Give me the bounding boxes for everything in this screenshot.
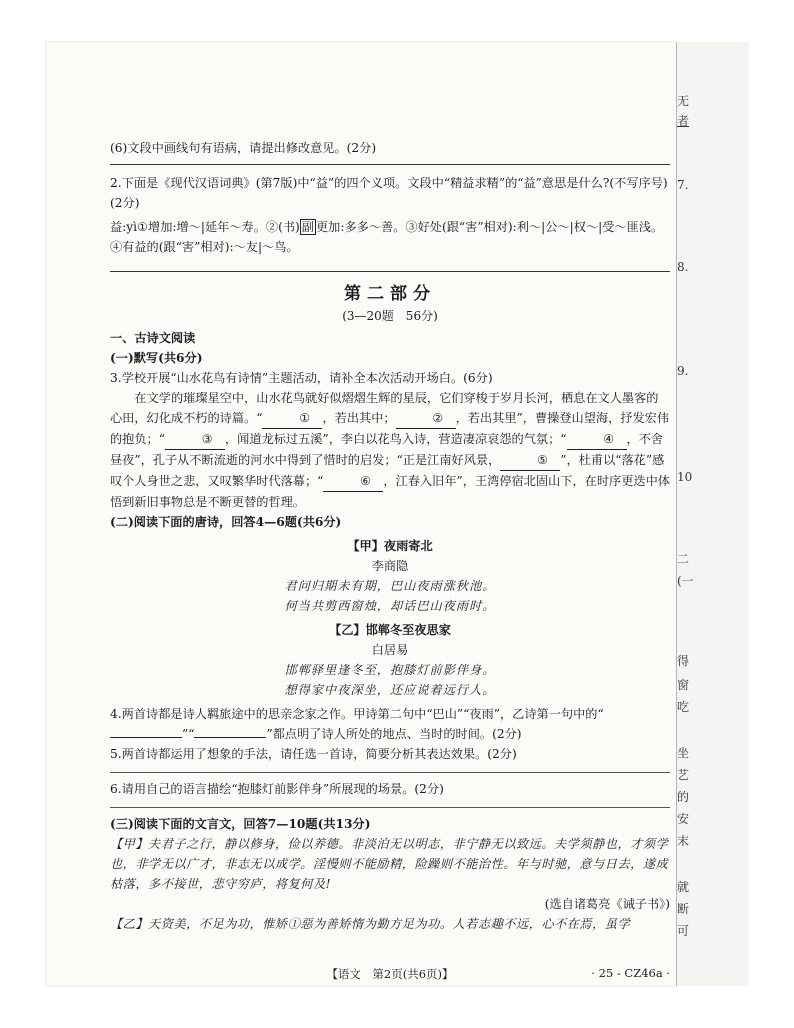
- edge-fragment: 得: [677, 654, 690, 668]
- passage-text: ，若出其里”，曹操登山望海，抒发宏伟的抱负；“: [110, 411, 670, 446]
- question-text: ”都点明了诗人所处的地点、当时的时间。(2分): [266, 727, 522, 741]
- passage-b: 【乙】天资美，不足为功，惟矫①惡为善矫惰为勤方足为功。人若志趣不远，心不在焉，虽学: [110, 917, 631, 931]
- part-two-range: (3—20题 56分): [342, 309, 438, 323]
- definition-part-a: 益:yì①增加:增～|延年～寿。②(书): [110, 220, 300, 234]
- question-5: 5.两首诗都运用了想象的手法，请任选一首诗，简要分析其表达效果。(2分): [110, 747, 517, 761]
- blank-4a[interactable]: [110, 737, 182, 738]
- subsection-heading: (二)阅读下面的唐诗，回答4—6题(共6分): [110, 515, 342, 529]
- question-3-passage: [110, 388, 670, 512]
- blank-4b[interactable]: [194, 737, 266, 738]
- poem-a-author: 李商隐: [371, 559, 409, 573]
- question-text: ”“: [182, 727, 195, 741]
- blank-4[interactable]: ④: [567, 429, 627, 450]
- poem-b-line: 邯郸驿里逢冬至，抱膝灯前影伴身。: [284, 663, 496, 677]
- edge-fragment: (一: [677, 574, 694, 588]
- answer-line: [110, 164, 670, 165]
- edge-fragment: 坐: [677, 746, 690, 760]
- question-4: [110, 704, 670, 744]
- poem-a-line: 何当共剪西窗烛，却话巴山夜雨时。: [284, 599, 496, 613]
- poem-b-author: 白居易: [371, 643, 409, 657]
- blank-2[interactable]: ②: [396, 408, 456, 429]
- subsection-heading: (一)默写(共6分): [110, 351, 203, 365]
- edge-fragment: 就: [677, 880, 690, 894]
- edge-fragment: 10: [677, 470, 693, 484]
- poem-b-line: 想得家中夜深坐，还应说着远行人。: [284, 683, 496, 697]
- subsection-heading: (三)阅读下面的文言文，回答7—10题(共13分): [110, 817, 371, 831]
- question-3-stem: 3.学校开展“山水花鸟有诗情”主题活动，请补全本次活动开场白。(6分): [110, 371, 493, 385]
- passage-a-source: (选自诸葛亮《诫子书》): [544, 897, 670, 911]
- question-2-stem: 2.下面是《现代汉语词典》(第7版)中“益”的四个义项。文段中“精益求精”的“益”意思是什么?(不写序号)(2分): [110, 176, 668, 210]
- edge-fragment: 安: [677, 812, 690, 826]
- footer-code: · 25 - CZ46a ·: [591, 966, 670, 980]
- edge-fragment: 9.: [677, 364, 689, 378]
- question-text: 4.两首诗都是诗人羁旅途中的思亲念家之作。甲诗第二句中“巴山”“夜雨”，乙诗第一句中的“: [110, 707, 604, 721]
- part-two-title: 第二部分: [344, 284, 436, 304]
- passage-text: ，江春入旧年”，王湾停宿北固山下，在时序更迭中体悟到新旧事物总是不断更替的哲理。: [110, 474, 670, 509]
- poem-b-title: 【乙】邯郸冬至夜思家: [329, 623, 451, 637]
- passage-text: ，闻道龙标过五溪”，李白以花鸟入诗，营造凄凉哀怨的气氛；“: [224, 432, 567, 446]
- answer-line: [110, 271, 670, 272]
- question-1-6: (6)文段中画线句有语病，请提出修改意见。(2分): [110, 141, 377, 155]
- edge-fragment: 吃: [677, 700, 690, 714]
- edge-fragment: 二: [677, 552, 690, 566]
- answer-line: [110, 772, 670, 773]
- poem-a-title: 【甲】夜雨寄北: [347, 539, 433, 553]
- boxed-char: 副: [301, 220, 314, 234]
- passage-text: ”，杜甫以“落花”感叹个人身世之悲，又叹繁华时代落幕；“: [110, 453, 665, 488]
- definition-part-b: 更加:多多～善。③好处(跟“害”相对):利～|公～|权～|受～匪浅。④有益的(跟“害”相对):～友|～鸟。: [110, 220, 664, 254]
- blank-1[interactable]: ①: [262, 408, 322, 429]
- edge-fragment: 7.: [677, 178, 689, 192]
- section-heading: 一、古诗文阅读: [110, 331, 196, 345]
- edge-fragment: 窗: [677, 678, 690, 692]
- blank-5[interactable]: ⑤: [500, 450, 560, 471]
- edge-fragment: 断: [677, 902, 690, 916]
- footer-page-number: 【语文 第2页(共6页)】: [326, 967, 454, 981]
- question-2-definitions: [110, 217, 670, 257]
- edge-fragment: 无: [677, 94, 690, 108]
- edge-fragment: 的: [677, 790, 690, 804]
- edge-fragment: 末: [677, 834, 690, 848]
- blank-3[interactable]: ③: [165, 429, 225, 450]
- answer-line: [110, 807, 670, 808]
- exam-page: [46, 42, 676, 986]
- passage-text: ，不舍昼夜”，孔子从不断流逝的河水中得到了惜时的启发；“正是江南好风景，: [110, 432, 664, 467]
- edge-fragment: 可: [677, 924, 690, 938]
- question-6: 6.请用自己的语言描绘“抱膝灯前影伴身”所展现的场景。(2分): [110, 782, 444, 796]
- page-content: [110, 138, 670, 934]
- passage-text: 在文学的璀璨星空中，山水花鸟就好似熠熠生辉的星辰，它们穿梭于岁月长河，栖息在文人墨客的心田，幻化成不朽的诗篇。“: [110, 391, 659, 425]
- passage-a: 【甲】夫君子之行，静以修身，俭以养德。非淡泊无以明志，非宁静无以致远。夫学须静也，才须学也，非学无以广才，非志无以成学。淫慢则不能励精，险躁则不能治性。年与时驰，意与日去，遂成枯落，多不接世，悲守穷庐，将复何及!: [110, 837, 669, 891]
- blank-6[interactable]: ⑥: [323, 471, 383, 492]
- passage-text: ，若出其中；: [322, 411, 396, 425]
- adjacent-page-edge: [676, 42, 749, 986]
- edge-fragment: 艺: [677, 768, 690, 782]
- edge-fragment: 8.: [677, 260, 689, 274]
- poem-a-line: 君问归期未有期，巴山夜雨涨秋池。: [284, 579, 496, 593]
- edge-fragment: 者: [677, 114, 690, 128]
